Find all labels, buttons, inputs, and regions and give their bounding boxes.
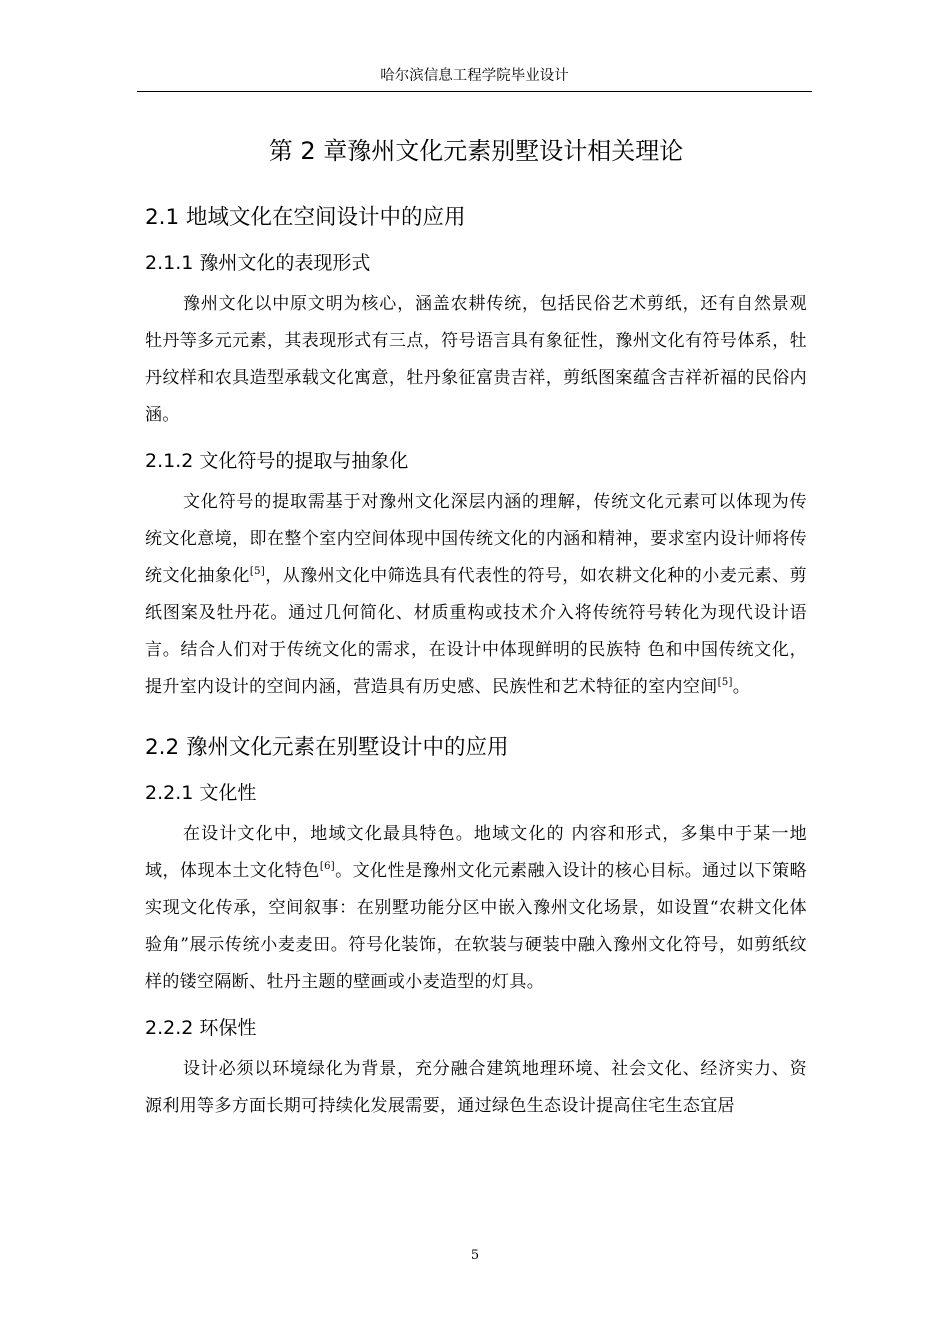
section-2-2-1-title: 2.2.1 文化性 [145,782,257,804]
paragraph-text: 。 [732,677,751,697]
citation-5: [5] [717,677,733,688]
section-2-2-1-paragraph [145,816,807,1001]
paragraph-text: 文化符号的提取需基于对豫州文化深层内涵的理解，传统文化元素可以体现为传统文化意境，即在整个室内空间体现中国传统文化的内涵和精神，要求室内设计师将传统文化抽象化 [145,492,807,586]
section-2-2-2-paragraph: 设计必须以环境绿化为背景，充分融合建筑地理环境、社会文化、经济实力、资源利用等多方面长期可持续化发展需要，通过绿色生态设计提高住宅生态宜居 [145,1059,807,1116]
page-number: 5 [470,1248,480,1263]
paragraph-text: ，从豫州文化中筛选具有代表性的符号，如农耕文化种的小麦元素、剪纸图案及牡丹花。通过几何简化、材质重构或技术介入将传统符号转化为现代设计语言。结合人们对于传统文化的需求，在设计中体现鲜明的民族特 色和中国传统文化，提升室内设计的空间内涵，营造具有历史感、民族性和艺术特征的室内空间 [145,566,807,697]
citation-6: [6] [319,861,336,872]
section-2-1-1-title: 2.1.1 豫州文化的表现形式 [145,252,371,274]
page-header: 哈尔滨信息工程学院毕业设计 [137,66,812,92]
section-2-1-2-title: 2.1.2 文化符号的提取与抽象化 [145,450,409,472]
page-content [145,126,807,1125]
section-2-2-2-title: 2.2.2 环保性 [145,1017,257,1039]
section-2-1-title: 2.1 地域文化在空间设计中的应用 [145,205,466,230]
section-2-1-2-paragraph [145,484,807,706]
section-2-2-title: 2.2 豫州文化元素在别墅设计中的应用 [145,735,509,760]
chapter-title: 第 2 章豫州文化元素别墅设计相关理论 [268,137,684,165]
paragraph-text: 。文化性是豫州文化元素融入设计的核心目标。通过以下策略实现文化传承，空间叙事：在别墅功能分区中嵌入豫州文化场景，如设置“农耕文化体验角”展示传统小麦麦田。符号化装饰，在软装与硬装中融入豫州文化符号，如剪纸纹样的镂空隔断、牡丹主题的壁画或小麦造型的灯具。 [145,861,808,992]
citation-5: [5] [249,566,266,577]
section-2-1-1-paragraph: 豫州文化以中原文明为核心，涵盖农耕传统，包括民俗艺术剪纸，还有自然景观牡丹等多元元素，其表现形式有三点，符号语言具有象征性，豫州文化有符号体系，牡丹纹样和农具造型承载文化寓意，牡丹象征富贵吉祥，剪纸图案蕴含吉祥祈福的民俗内涵。 [145,294,807,425]
paragraph-text: 在设计文化中，地域文化最具特色。地域文化的 内容和形式，多集中于某一地域，体现本土文化特色 [145,824,807,881]
